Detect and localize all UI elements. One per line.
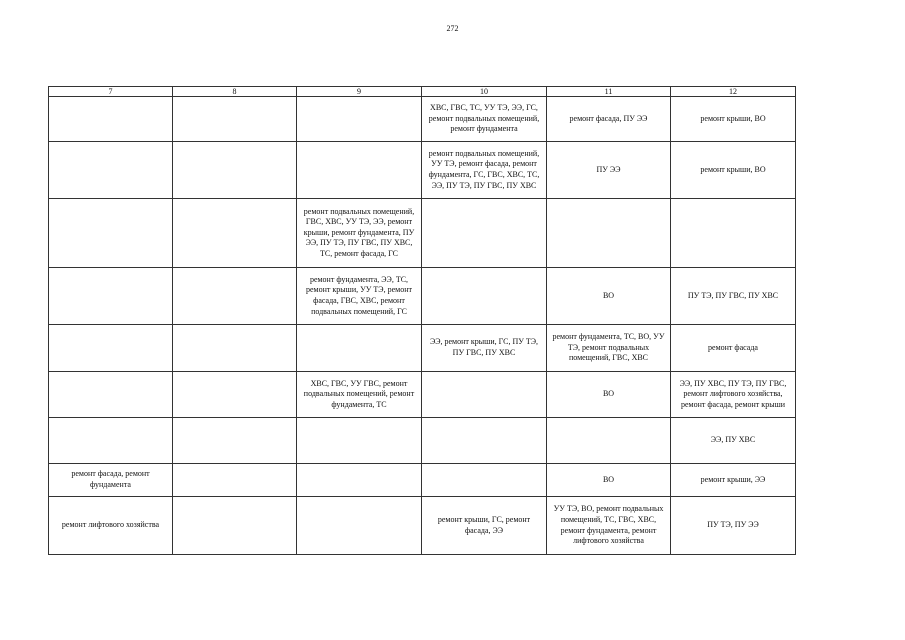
table-row [49, 497, 796, 555]
table-cell [297, 497, 422, 555]
table-cell: ремонт фасада, ПУ ЭЭ [547, 97, 671, 142]
table-cell: ЭЭ, ПУ ХВС [671, 418, 796, 464]
column-header-10: 10 [422, 87, 547, 97]
column-header-12: 12 [671, 87, 796, 97]
table-cell: ремонт фасада [671, 325, 796, 372]
table-cell [49, 97, 173, 142]
table-cell: ПУ ЭЭ [547, 142, 671, 199]
table-cell [422, 268, 547, 325]
table-cell [173, 325, 297, 372]
table-row [49, 325, 796, 372]
table-row [49, 142, 796, 199]
table-cell [173, 199, 297, 268]
table-row [49, 97, 796, 142]
column-header-8: 8 [173, 87, 297, 97]
table-cell [49, 142, 173, 199]
table-cell [49, 418, 173, 464]
table-cell: ремонт лифтового хозяйства [49, 497, 173, 555]
table-cell [297, 464, 422, 497]
column-header-7: 7 [49, 87, 173, 97]
table-cell [422, 418, 547, 464]
table-cell [49, 199, 173, 268]
works-table [48, 86, 796, 555]
table-cell: ремонт фундамента, ТС, ВО, УУ ТЭ, ремонт подвальных помещений, ГВС, ХВС [547, 325, 671, 372]
table-cell: ВО [547, 268, 671, 325]
table-cell [173, 497, 297, 555]
table-cell: УУ ТЭ, ВО, ремонт подвальных помещений, ТС, ГВС, ХВС, ремонт фундамента, ремонт лифтового хозяйства [547, 497, 671, 555]
table-row [49, 372, 796, 418]
table-cell: ХВС, ГВС, УУ ГВС, ремонт подвальных помещений, ремонт фундамента, ТС [297, 372, 422, 418]
page-number: 272 [446, 24, 459, 33]
table-header-row [49, 87, 796, 97]
table-cell: ремонт фасада, ремонт фундамента [49, 464, 173, 497]
table-cell [49, 268, 173, 325]
table-cell: ремонт крыши, ГС, ремонт фасада, ЭЭ [422, 497, 547, 555]
table-cell: ремонт подвальных помещений, ГВС, ХВС, УУ ТЭ, ЭЭ, ремонт крыши, ремонт фундамента, ПУ ЭЭ, ПУ ТЭ, ПУ ГВС, ПУ ХВС, ТС, ремонт фасада, ГС [297, 199, 422, 268]
table-cell: ремонт фундамента, ЭЭ, ТС, ремонт крыши, УУ ТЭ, ремонт фасада, ГВС, ХВС, ремонт подвальных помещений, ГС [297, 268, 422, 325]
table-cell [173, 418, 297, 464]
table-row [49, 268, 796, 325]
table-cell [49, 372, 173, 418]
table-row [49, 464, 796, 497]
table-cell: ремонт подвальных помещений, УУ ТЭ, ремонт фасада, ремонт фундамента, ГС, ГВС, ХВС, ТС, ЭЭ, ПУ ТЭ, ПУ ГВС, ПУ ХВС [422, 142, 547, 199]
table-cell: ЭЭ, ремонт крыши, ГС, ПУ ТЭ, ПУ ГВС, ПУ ХВС [422, 325, 547, 372]
table-cell [49, 325, 173, 372]
table-cell [297, 142, 422, 199]
table-cell [297, 418, 422, 464]
table-cell [422, 199, 547, 268]
table-cell: ВО [547, 372, 671, 418]
table-cell: ремонт крыши, ВО [671, 97, 796, 142]
table-cell [422, 372, 547, 418]
table-cell [547, 199, 671, 268]
table-cell [422, 464, 547, 497]
table-cell [547, 418, 671, 464]
table-row [49, 418, 796, 464]
table-cell [297, 97, 422, 142]
table-cell: ВО [547, 464, 671, 497]
column-header-9: 9 [297, 87, 422, 97]
table-cell: ПУ ТЭ, ПУ ГВС, ПУ ХВС [671, 268, 796, 325]
table-cell: ремонт крыши, ВО [671, 142, 796, 199]
column-header-11: 11 [547, 87, 671, 97]
table-row [49, 199, 796, 268]
table-cell: ПУ ТЭ, ПУ ЭЭ [671, 497, 796, 555]
table-cell [173, 142, 297, 199]
table-cell [173, 268, 297, 325]
table-cell: ремонт крыши, ЭЭ [671, 464, 796, 497]
table-cell [173, 372, 297, 418]
table-cell [173, 97, 297, 142]
table-cell [297, 325, 422, 372]
table-cell [173, 464, 297, 497]
table-cell [671, 199, 796, 268]
table-cell: ЭЭ, ПУ ХВС, ПУ ТЭ, ПУ ГВС, ремонт лифтового хозяйства, ремонт фасада, ремонт крыши [671, 372, 796, 418]
table-cell: ХВС, ГВС, ТС, УУ ТЭ, ЭЭ, ГС, ремонт подвальных помещений, ремонт фундамента [422, 97, 547, 142]
